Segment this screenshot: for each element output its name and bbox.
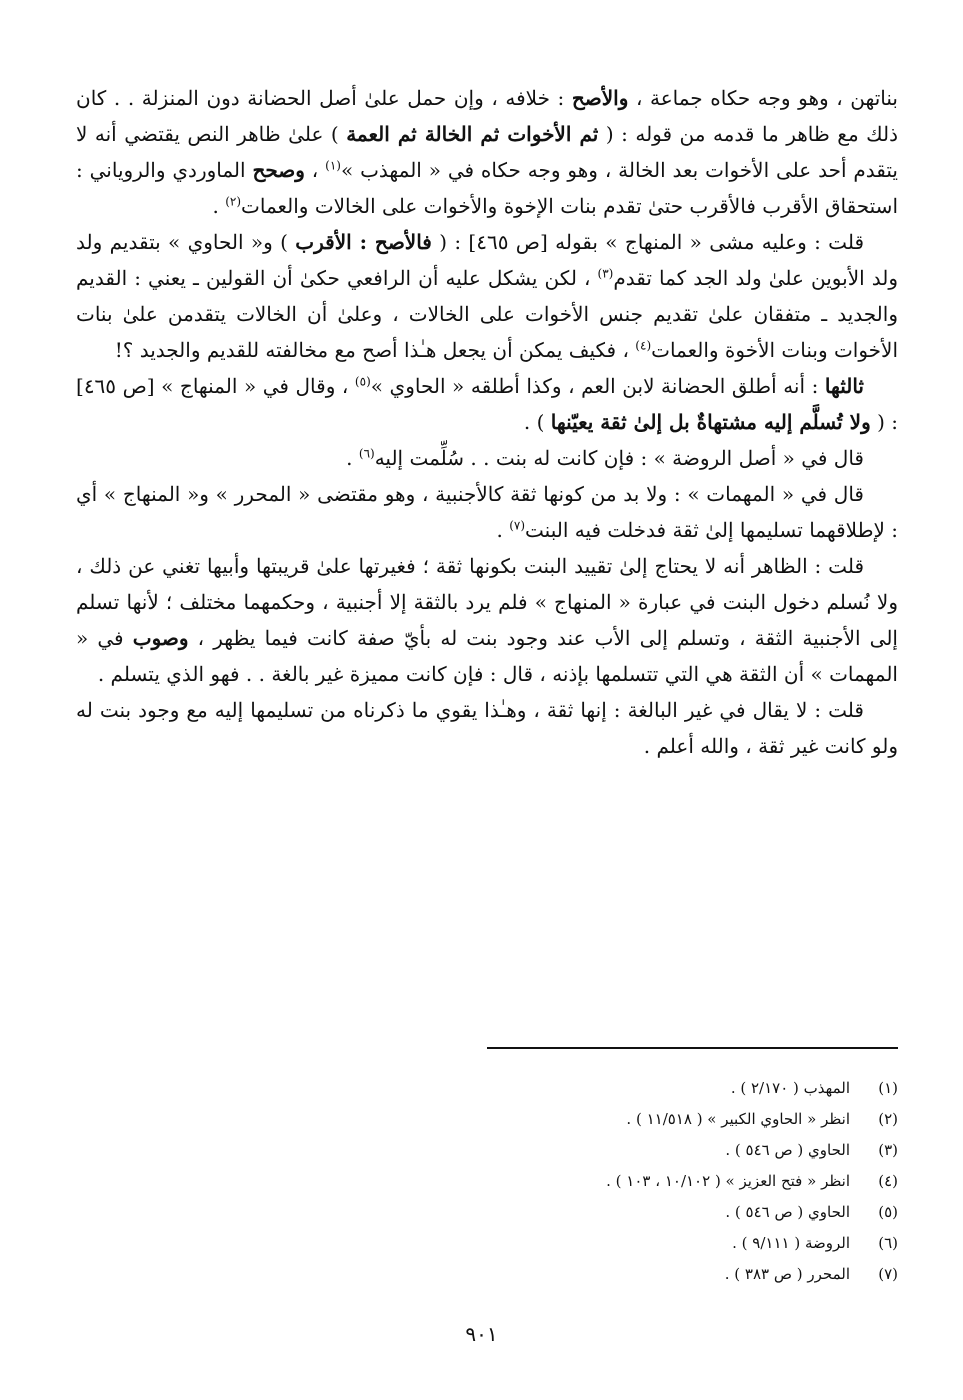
paragraph [76, 548, 898, 692]
text-run: في « المهمات » أن الثقة هي التي تتسلمها بإذنه ، قال : فإن كانت مميزة غير بالغة . . فهو الذي يتسلم . [76, 626, 898, 686]
footnote-number: (١) [878, 1079, 898, 1097]
footnote-text: المحرر ( ص ٣٨٣ ) . [724, 1265, 850, 1283]
text-run: ) علىٰ ظاهر النص يقتضي أنه لا يتقدم أحد على الأخوات بعد الخالة ، وهو وجه حكاه في « المهذب » [76, 122, 898, 182]
text-run: قلت : وعليه مشى « المنهاج » بقوله [ص ٤٦٥] : ( [431, 230, 865, 254]
text-run: بناتهن ، وهو وجه حكاه جماعة ، [628, 86, 898, 110]
text-run: ، وقال في « المنهاج » [ص ٤٦٥] : ( [76, 374, 898, 434]
paragraph [76, 80, 898, 224]
footnote-text: الروضة ( ٩/١١١ ) . [732, 1234, 850, 1252]
text-run: قلت : لا يقال في غير البالغة : إنها ثقة ، وهـٰذا يقوي ما ذكرناه من تسليمها إليه مع وجود بنت له ولو كانت غير ثقة ، والله أعلم . [76, 698, 898, 758]
text-run: : أنه أطلق الحضانة لابن العم ، وكذا أطلقه « الحاوي » [370, 374, 825, 398]
text-run: ، فكيف يمكن أن يجعل هـٰذا أصح مع مخالفته للقديم والجديد ؟! [114, 338, 636, 362]
footnote-number: (٤) [878, 1172, 898, 1190]
footnote [480, 1073, 898, 1104]
footnote-marker: (٦) [358, 446, 375, 461]
bold-term: والأصح [571, 86, 629, 110]
bold-term: ثالثها [824, 374, 864, 398]
footnote-marker: (٧) [509, 518, 526, 533]
text-run: ) . [523, 410, 551, 434]
footnote [480, 1104, 898, 1135]
bold-term: ولا تُسلَّم إليه مشتهاةٌ بل إلىٰ ثقة يعيّنها [550, 410, 871, 434]
paragraph [76, 476, 898, 548]
footnote-number: (٧) [878, 1265, 898, 1283]
footnote-separator [487, 1047, 898, 1049]
main-text [76, 80, 898, 764]
footnote-marker: (٤) [635, 338, 652, 353]
footnote-text: انظر « الحاوي الكبير » ( ١١/٥١٨ ) . [626, 1110, 850, 1128]
footnote-text: الحاوي ( ص ٥٤٦ ) . [725, 1203, 850, 1221]
text-run: قلت : الظاهر أنه لا يحتاج إلىٰ تقييد البنت بكونها ثقة ؛ فغيرتها علىٰ قريبتها وأبيها تغني عن ذلك ، ولا نُسلم دخول البنت في عبارة « المنهاج » فلم يرد بالثقة إلا أجنبية ، وحكمهما مختلف ؛ لأنها تسلم إلى الأجنبية الثقة ، وتسلم إلى الأب عند وجود بنت له بأيّ صفة كانت فيما يظهر ، [76, 554, 898, 650]
text-run: : خلافه ، وإن حمل علىٰ أصل الحضانة دون المنزلة . . كان ذلك مع ظاهر ما قدمه من قوله : ( [76, 86, 899, 146]
footnote [480, 1259, 898, 1290]
footnote-number: (٦) [878, 1234, 898, 1252]
paragraph [76, 692, 898, 764]
paragraph [76, 224, 898, 368]
footnote-text: المهذب ( ٢/١٧٠ ) . [730, 1079, 850, 1097]
text-run: . [212, 194, 226, 218]
bold-term: ثم الأخوات ثم الخالة ثم العمة [346, 122, 599, 146]
text-run: قال في « المهمات » : ولا بد من كونها ثقة كالأجنبية ، وهو مقتضى « المحرر » و« المنهاج » أي : لإطلاقهما تسليمها إلىٰ ثقة فدخلت فيه البنت [76, 482, 898, 542]
page-number: ٩٠١ [465, 1322, 498, 1346]
footnote-text: انظر « فتح العزيز » ( ١٠/١٠٢ ، ١٠٣ ) . [606, 1172, 850, 1190]
footnote-marker: (٢) [225, 194, 242, 209]
bold-term: وصحح [252, 158, 305, 182]
paragraph [76, 368, 898, 440]
footnote-text: الحاوي ( ص ٥٤٦ ) . [725, 1141, 850, 1159]
paragraph [76, 440, 898, 476]
text-run: ) و« الحاوي » بتقديم ولد ولد الأبوين علىٰ ولد الجد كما تقدم [76, 230, 898, 290]
bold-term: فالأصح : الأقرب [295, 230, 432, 254]
footnote [480, 1135, 898, 1166]
text-run: قال في « أصل الروضة » : فإن كانت له بنت . . سُلِّمت إليه [374, 446, 864, 470]
footnote [480, 1197, 898, 1228]
text-run: . [496, 518, 510, 542]
footnote-number: (٢) [878, 1110, 898, 1128]
footnote [480, 1228, 898, 1259]
text-run: الماوردي والروياني : استحقاق الأقرب فالأقرب حتىٰ تقدم بنات الإخوة والأخوات على الخالات والعمات [76, 158, 898, 218]
footnote-marker: (١) [325, 158, 341, 173]
text-run: ، [304, 158, 326, 182]
bold-term: وصوب [132, 626, 189, 650]
text-run: ، لكن يشكل عليه أن الرافعي حكىٰ أن القولين ـ يعني : القديم والجديد ـ متفقان علىٰ تقديم جنس الأخوات على الخالات ، وعلىٰ أن الخالات يتقدمن علىٰ بنات الأخوات وبنات الأخوة والعمات [76, 266, 898, 362]
footnotes [480, 1073, 898, 1290]
footnote-number: (٣) [878, 1141, 898, 1159]
footnote-marker: (٣) [597, 266, 614, 281]
footnote [480, 1166, 898, 1197]
footnote-number: (٥) [878, 1203, 898, 1221]
footnote-marker: (٥) [354, 374, 371, 389]
text-run: . [346, 446, 359, 470]
